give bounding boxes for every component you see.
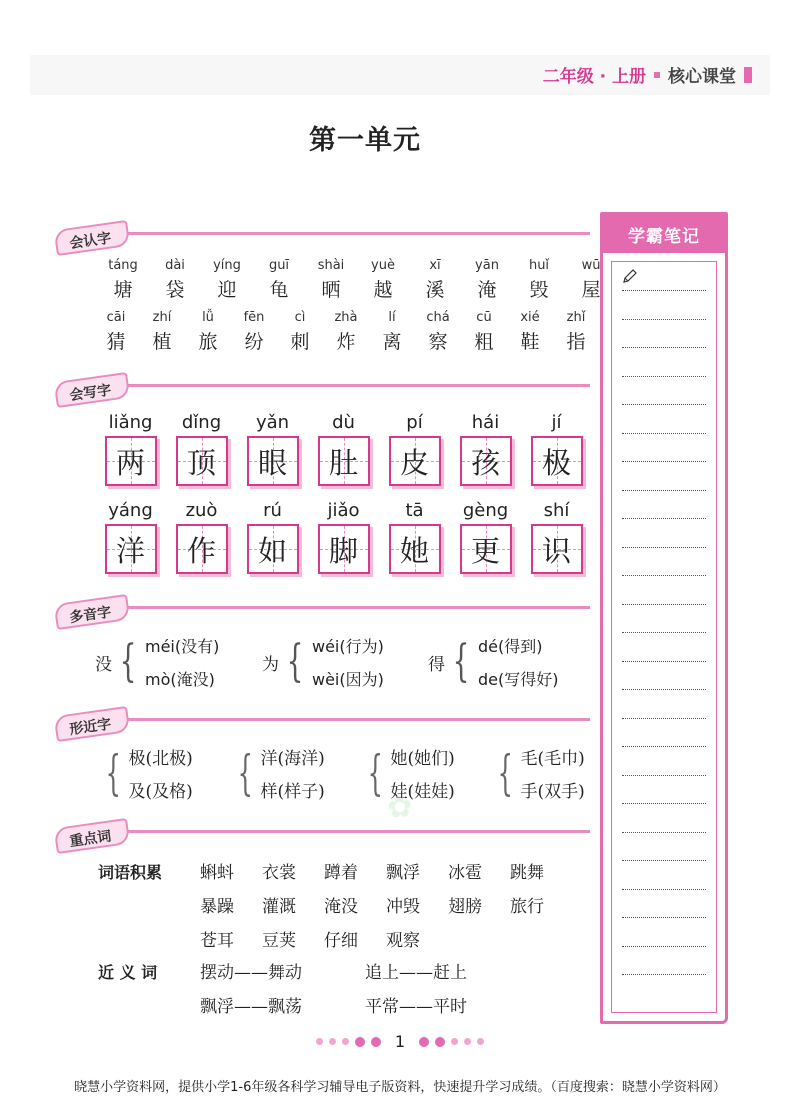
notes-line — [622, 746, 706, 747]
char-cell — [357, 258, 409, 302]
word: 冰雹 — [448, 863, 482, 883]
pinyin: cì — [294, 310, 306, 325]
char-cell — [185, 310, 231, 354]
hanzi: 刺 — [290, 331, 310, 353]
dot-icon — [371, 1037, 381, 1047]
section-tag-write: 会写字 — [54, 372, 131, 408]
char-cell — [553, 310, 599, 354]
hanzi: 眼 — [257, 445, 287, 480]
similar-pair — [391, 744, 455, 802]
similar-item — [230, 744, 325, 802]
notes-line — [622, 604, 706, 605]
pinyin: pí — [406, 412, 423, 433]
brace-icon: { — [497, 745, 513, 801]
hanzi: 淹 — [477, 279, 497, 301]
section-tag-similar: 形近字 — [54, 706, 131, 742]
reading: méi(没有) — [145, 637, 220, 656]
tian-grid-box — [176, 436, 228, 486]
char-cell — [139, 310, 185, 354]
synonym-row — [200, 992, 530, 1017]
pinyin: zhà — [334, 310, 358, 325]
recognize-row — [93, 310, 599, 354]
pinyin: guī — [268, 258, 290, 273]
brace-icon: { — [452, 636, 470, 687]
char-cell — [97, 258, 149, 302]
reading: mò(淹没) — [145, 670, 215, 689]
notes-line — [622, 461, 706, 462]
dot-icon — [477, 1038, 484, 1045]
hanzi: 离 — [382, 331, 402, 353]
tian-grid-box — [460, 436, 512, 486]
pinyin: rú — [263, 500, 282, 521]
char-cell — [149, 258, 201, 302]
notes-line — [622, 433, 706, 434]
hanzi: 越 — [373, 279, 393, 301]
hanzi: 作 — [186, 533, 216, 568]
section-tag-polyphonic: 多音字 — [54, 594, 131, 630]
pager — [0, 1032, 800, 1051]
similar-word: 手(双手) — [520, 782, 585, 802]
word: 苍耳 — [200, 931, 234, 951]
word: 飘浮 — [386, 863, 420, 883]
reading: wéi(行为) — [312, 637, 384, 656]
hanzi: 迎 — [217, 279, 237, 301]
notes-line — [622, 889, 706, 890]
pinyin: yǎn — [255, 412, 290, 433]
synonym-pair: 追上——赶上 — [365, 963, 467, 983]
notes-line — [622, 832, 706, 833]
similar-pair — [129, 744, 193, 802]
write-cell — [308, 412, 379, 486]
section-divider — [60, 830, 590, 833]
word: 仔细 — [324, 931, 358, 951]
write-row — [95, 500, 592, 574]
write-cell — [95, 500, 166, 574]
pinyin: xié — [520, 310, 540, 325]
pinyin: táng — [108, 258, 138, 273]
hanzi: 毁 — [529, 279, 549, 301]
pinyin: cāi — [106, 310, 126, 325]
similar-pair — [521, 744, 585, 802]
tian-grid-box — [531, 524, 583, 574]
hanzi: 如 — [257, 533, 287, 568]
tian-grid-box — [105, 524, 157, 574]
similar-item — [98, 744, 193, 802]
char-cell — [93, 310, 139, 354]
section-label: 核心课堂 — [668, 67, 736, 87]
word: 灌溉 — [262, 897, 296, 917]
pinyin: jí — [551, 412, 562, 433]
reading: dé(得到) — [478, 637, 543, 656]
reading: de(写得好) — [478, 670, 559, 689]
grade-label: 二年级 · 上册 — [542, 67, 646, 87]
similar-word: 样(样子) — [260, 782, 325, 802]
char-cell — [201, 258, 253, 302]
word: 观察 — [386, 931, 420, 951]
hanzi: 鞋 — [520, 331, 540, 353]
tian-grid-box — [176, 524, 228, 574]
brace-icon: { — [119, 636, 137, 687]
hanzi: 洋 — [115, 533, 145, 568]
word: 淹没 — [324, 897, 358, 917]
hanzi: 龟 — [269, 279, 289, 301]
hanzi: 识 — [541, 533, 571, 568]
hanzi: 察 — [428, 331, 448, 353]
hanzi: 她 — [399, 533, 429, 568]
write-cell — [237, 500, 308, 574]
separator-square-icon — [654, 72, 660, 78]
pinyin: dù — [332, 412, 355, 433]
section-divider — [60, 232, 590, 235]
hanzi: 指 — [566, 331, 586, 353]
notes-line — [622, 974, 706, 975]
section-tag-keywords: 重点词 — [54, 818, 131, 854]
word: 翅膀 — [448, 897, 482, 917]
similar-item — [360, 744, 455, 802]
char-cell — [409, 258, 461, 302]
pinyin: yáng — [108, 500, 153, 521]
page-title: 第一单元 — [309, 125, 421, 156]
tian-grid-box — [318, 524, 370, 574]
readings — [478, 634, 559, 690]
brace-icon: { — [237, 745, 253, 801]
write-cell — [521, 500, 592, 574]
section-divider — [60, 606, 590, 609]
pinyin: lǚ — [202, 310, 214, 325]
write-cell — [237, 412, 308, 486]
write-cell — [308, 500, 379, 574]
write-cell — [450, 500, 521, 574]
hanzi: 皮 — [399, 445, 429, 480]
write-cell — [450, 412, 521, 486]
pinyin: shí — [543, 500, 570, 521]
write-cell — [379, 412, 450, 486]
dot-icon — [464, 1038, 471, 1045]
page-number: 1 — [394, 1032, 406, 1051]
notes-line — [622, 547, 706, 548]
recognize-row — [97, 258, 617, 302]
hanzi: 脚 — [328, 533, 358, 568]
hanzi: 孩 — [470, 445, 500, 480]
notes-lines — [611, 261, 717, 1013]
tian-grid-box — [318, 436, 370, 486]
pinyin: lí — [388, 310, 396, 325]
pinyin: wū — [581, 258, 601, 273]
tian-grid-box — [247, 436, 299, 486]
watermark: ✿ — [386, 789, 414, 826]
notes-line — [622, 775, 706, 776]
similar-pair — [261, 744, 325, 802]
notes-line — [622, 490, 706, 491]
pinyin: gèng — [462, 500, 509, 521]
char-cell — [461, 310, 507, 354]
words-row — [200, 858, 572, 883]
word: 衣裳 — [262, 863, 296, 883]
hanzi: 更 — [470, 533, 500, 568]
notes-line — [622, 917, 706, 918]
notes-title: 学霸笔记 — [603, 215, 725, 253]
pencil-icon — [622, 268, 638, 284]
hanzi: 炸 — [336, 331, 356, 353]
pinyin: zhǐ — [566, 310, 586, 325]
word: 旅行 — [510, 897, 544, 917]
hanzi: 肚 — [328, 445, 358, 480]
notes-line — [622, 404, 706, 405]
pinyin: xī — [429, 258, 441, 273]
write-row — [95, 412, 592, 486]
pinyin: tā — [405, 500, 424, 521]
section-divider — [60, 384, 590, 387]
hanzi: 屋 — [581, 279, 601, 301]
notes-line — [622, 518, 706, 519]
polyphonic-item — [428, 634, 559, 690]
similar-word: 她(她们) — [390, 749, 455, 769]
pinyin: yuè — [371, 258, 395, 273]
notes-line — [622, 946, 706, 947]
char-cell — [415, 310, 461, 354]
pinyin: shài — [317, 258, 345, 273]
notes-line — [622, 376, 706, 377]
tian-grid-box — [389, 436, 441, 486]
char-cell — [513, 258, 565, 302]
similar-word: 及(及格) — [128, 782, 193, 802]
notes-line — [622, 860, 706, 861]
pinyin: fēn — [243, 310, 265, 325]
pinyin: dǐng — [181, 412, 222, 433]
hanzi: 两 — [115, 445, 145, 480]
hanzi: 粗 — [474, 331, 494, 353]
write-cell — [521, 412, 592, 486]
poly-char: 得 — [428, 654, 445, 675]
pinyin: dài — [165, 258, 185, 273]
char-cell — [231, 310, 277, 354]
dot-icon — [355, 1037, 365, 1047]
words-label: 词语积累 — [98, 863, 163, 882]
tian-grid-box — [531, 436, 583, 486]
hanzi: 植 — [152, 331, 172, 353]
char-cell — [507, 310, 553, 354]
dot-icon — [451, 1038, 458, 1045]
pinyin: jiǎo — [327, 500, 360, 521]
notes-line — [622, 575, 706, 576]
poly-char: 没 — [95, 654, 112, 675]
tian-grid-box — [460, 524, 512, 574]
pinyin: cū — [476, 310, 492, 325]
tian-grid-box — [389, 524, 441, 574]
poly-char: 为 — [262, 654, 279, 675]
readings — [145, 634, 219, 690]
brace-icon: { — [286, 636, 304, 687]
synonym-pair: 飘浮——飘荡 — [200, 997, 302, 1017]
hanzi: 溪 — [425, 279, 445, 301]
readings — [312, 634, 384, 690]
char-cell — [305, 258, 357, 302]
dot-icon — [342, 1038, 349, 1045]
section-tag-recognize: 会认字 — [54, 220, 131, 256]
pinyin: chá — [426, 310, 450, 325]
hanzi: 袋 — [165, 279, 185, 301]
write-cell — [379, 500, 450, 574]
hanzi: 猜 — [106, 331, 126, 353]
word: 豆荚 — [262, 931, 296, 951]
reading: wèi(因为) — [312, 670, 384, 689]
dot-icon — [329, 1038, 336, 1045]
notes-line — [622, 290, 706, 291]
synonyms-label: 近 义 词 — [98, 963, 158, 982]
char-cell — [277, 310, 323, 354]
notes-panel — [600, 212, 728, 1024]
tian-grid-box — [105, 436, 157, 486]
write-cell — [166, 500, 237, 574]
notes-line — [622, 718, 706, 719]
dot-icon — [316, 1038, 323, 1045]
synonym-row — [200, 958, 530, 983]
char-cell — [461, 258, 513, 302]
polyphonic-item — [95, 634, 219, 690]
notes-line — [622, 661, 706, 662]
pinyin: zuò — [185, 500, 218, 521]
char-cell — [253, 258, 305, 302]
word: 冲毁 — [386, 897, 420, 917]
pinyin: hái — [471, 412, 500, 433]
dot-icon — [419, 1037, 429, 1047]
notes-line — [622, 803, 706, 804]
brace-icon: { — [367, 745, 383, 801]
pinyin: yíng — [213, 258, 241, 273]
hanzi: 旅 — [198, 331, 218, 353]
synonym-pair: 摆动——舞动 — [200, 963, 302, 983]
hanzi: 塘 — [113, 279, 133, 301]
write-cell — [166, 412, 237, 486]
char-cell — [369, 310, 415, 354]
polyphonic-item — [262, 634, 384, 690]
word: 蹲着 — [324, 863, 358, 883]
word: 暴躁 — [200, 897, 234, 917]
footer-text: 晓慧小学资料网，提供小学1-6年级各科学习辅导电子版资料，快速提升学习成绩。（百度搜索：晓慧小学资料网） — [74, 1080, 726, 1095]
pinyin: zhí — [152, 310, 172, 325]
dot-icon — [435, 1037, 445, 1047]
notes-line — [622, 689, 706, 690]
notes-line — [622, 347, 706, 348]
pinyin: yān — [475, 258, 499, 273]
notes-line — [622, 632, 706, 633]
hanzi: 极 — [541, 445, 571, 480]
similar-item — [490, 744, 585, 802]
char-cell — [323, 310, 369, 354]
hanzi: 晒 — [321, 279, 341, 301]
words-row — [200, 926, 448, 951]
similar-word: 洋(海洋) — [260, 749, 325, 769]
synonym-pair: 平常——平时 — [365, 997, 467, 1017]
pinyin: liǎng — [108, 412, 153, 433]
hanzi: 顶 — [186, 445, 216, 480]
hanzi: 纷 — [244, 331, 264, 353]
bar-icon — [744, 67, 752, 83]
similar-word: 娃(娃娃) — [390, 782, 455, 802]
similar-word: 极(北极) — [128, 749, 193, 769]
section-divider — [60, 718, 590, 721]
page-header — [543, 62, 752, 87]
pinyin: huǐ — [528, 258, 550, 273]
tian-grid-box — [247, 524, 299, 574]
brace-icon: { — [105, 745, 121, 801]
write-cell — [95, 412, 166, 486]
word: 蝌蚪 — [200, 863, 234, 883]
similar-word: 毛(毛巾) — [520, 749, 585, 769]
notes-line — [622, 319, 706, 320]
words-row — [200, 892, 572, 917]
word: 跳舞 — [510, 863, 544, 883]
